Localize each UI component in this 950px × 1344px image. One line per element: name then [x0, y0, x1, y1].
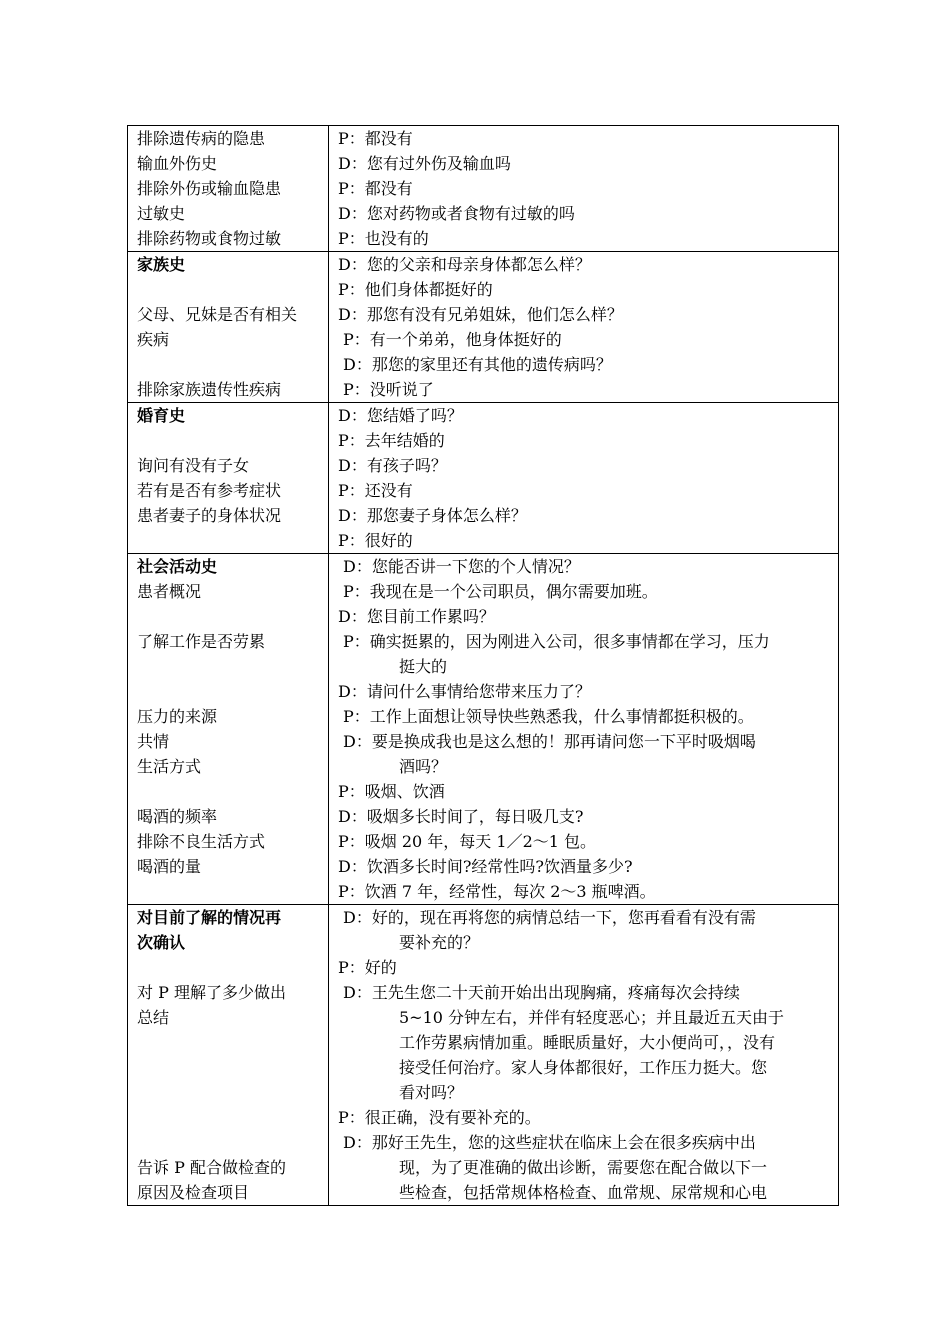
topic-cell [128, 554, 329, 905]
dialogue-line: D：好的，现在再将您的病情总结一下，您再看看有没有需 [343, 908, 756, 927]
dialogue-line: D：您的父亲和母亲身体都怎么样？ [338, 255, 591, 274]
dialogue-line: P：他们身体都挺好的 [338, 280, 493, 299]
topic-line: 排除家族遗传性疾病 [137, 380, 282, 399]
dialogue-line: D：那您妻子身体怎么样？ [338, 506, 527, 525]
topic-line: 生活方式 [137, 757, 202, 776]
topic-line: 排除外伤或输血隐患 [137, 179, 282, 198]
section-heading: 社会活动史 [137, 557, 218, 576]
dialogue-line: 看对吗？ [399, 1083, 464, 1102]
dialogue-line: D：吸烟多长时间了，每日吸几支? [338, 807, 584, 826]
dialogue-line: D：有孩子吗？ [338, 456, 447, 475]
topic-line: 询问有没有子女 [137, 456, 250, 475]
topic-line [128, 1080, 328, 1105]
dialogue-cell [329, 126, 839, 252]
topic-line [128, 1105, 328, 1130]
dialogue-line: P：工作上面想让领导快些熟悉我，什么事情都挺积极的。 [343, 707, 754, 726]
topic-line: 若有是否有参考症状 [137, 481, 282, 500]
dialogue-line: P：也没有的 [338, 229, 429, 248]
dialogue-cell [329, 554, 839, 905]
section-heading: 家族史 [137, 255, 186, 274]
table-row [128, 403, 839, 554]
dialogue-line: 些检查，包括常规体格检查、血常规、尿常规和心电 [399, 1183, 768, 1202]
dialogue-line: D：您结婚了吗？ [338, 406, 463, 425]
topic-line [128, 352, 328, 377]
topic-line [128, 428, 328, 453]
topic-line: 对 P 理解了多少做出 [137, 983, 286, 1002]
dialogue-line: P：都没有 [338, 129, 413, 148]
table-row [128, 126, 839, 252]
dialogue-line: D：那您的家里还有其他的遗传病吗？ [343, 355, 612, 374]
topic-line [128, 528, 328, 553]
topic-line [128, 604, 328, 629]
dialogue-line: D：您能否讲一下您的个人情况？ [343, 557, 580, 576]
topic-line: 患者妻子的身体状况 [137, 506, 282, 525]
topic-line: 了解工作是否劳累 [137, 632, 266, 651]
topic-line [128, 779, 328, 804]
topic-line [128, 955, 328, 980]
topic-line: 输血外伤史 [137, 154, 218, 173]
dialogue-line: D：您有过外伤及输血吗 [338, 154, 511, 173]
section-heading: 婚育史 [137, 406, 186, 425]
dialogue-line: P：我现在是一个公司职员，偶尔需要加班。 [343, 582, 658, 601]
dialogue-line: 挺大的 [399, 657, 448, 676]
topic-line [128, 1055, 328, 1080]
topic-line [128, 679, 328, 704]
section-heading: 次确认 [137, 933, 186, 952]
dialogue-line: P：吸烟 20 年，每天 1／2～1 包。 [338, 832, 597, 851]
dialogue-line: P：确实挺累的，因为刚进入公司，很多事情都在学习，压力 [343, 632, 770, 651]
topic-line: 总结 [137, 1008, 170, 1027]
dialogue-line: P：很正确，没有要补充的。 [338, 1108, 541, 1127]
topic-line: 排除遗传病的隐患 [137, 129, 266, 148]
topic-line: 疾病 [137, 330, 170, 349]
topic-line: 过敏史 [137, 204, 186, 223]
topic-line: 压力的来源 [137, 707, 218, 726]
dialogue-line: 要补充的？ [399, 933, 480, 952]
table-row [128, 252, 839, 403]
dialogue-line: 接受任何治疗。家人身体都很好，工作压力挺大。您 [399, 1058, 768, 1077]
topic-line: 排除不良生活方式 [137, 832, 266, 851]
topic-line: 告诉 P 配合做检查的 [137, 1158, 286, 1177]
dialogue-line: D：那您有没有兄弟姐妹，他们怎么样？ [338, 305, 623, 324]
dialogue-line: P：还没有 [338, 481, 413, 500]
topic-cell [128, 126, 329, 252]
dialogue-line: P：饮酒 7 年，经常性，每次 2～3 瓶啤酒。 [338, 882, 656, 901]
topic-line: 排除药物或食物过敏 [137, 229, 282, 248]
dialogue-line: D：要是换成我也是这么想的！那再请问您一下平时吸烟喝 [343, 732, 756, 751]
topic-cell [128, 905, 329, 1206]
topic-line [128, 277, 328, 302]
dialogue-line: P：很好的 [338, 531, 413, 550]
section-heading: 对目前了解的情况再 [137, 908, 282, 927]
topic-line [128, 879, 328, 904]
topic-line: 患者概况 [137, 582, 202, 601]
dialogue-line: 现，为了更准确的做出诊断，需要您在配合做以下一 [399, 1158, 768, 1177]
topic-line [128, 654, 328, 679]
topic-cell [128, 252, 329, 403]
topic-line: 共情 [137, 732, 170, 751]
topic-cell [128, 403, 329, 554]
dialogue-line: P：吸烟、饮酒 [338, 782, 445, 801]
dialogue-line: 酒吗？ [399, 757, 448, 776]
dialogue-line: D：您对药物或者食物有过敏的吗 [338, 204, 575, 223]
topic-line: 原因及检查项目 [137, 1183, 250, 1202]
topic-line [128, 1030, 328, 1055]
dialogue-line: D：饮酒多长时间?经常性吗?饮酒量多少? [338, 857, 633, 876]
dialogue-line: P：都没有 [338, 179, 413, 198]
dialogue-line: P：去年结婚的 [338, 431, 445, 450]
topic-line [128, 1130, 328, 1155]
dialogue-line: D：请问什么事情给您带来压力了？ [338, 682, 591, 701]
topic-line: 喝酒的量 [137, 857, 202, 876]
consultation-table [127, 125, 839, 1206]
dialogue-line: P：没听说了 [343, 380, 434, 399]
dialogue-line: D：王先生您二十天前开始出出现胸痛，疼痛每次会持续 [343, 983, 740, 1002]
dialogue-cell [329, 403, 839, 554]
dialogue-line: 5~10 分钟左右，并伴有轻度恶心；并且最近五天由于 [399, 1008, 785, 1027]
dialogue-line: D：您目前工作累吗？ [338, 607, 495, 626]
dialogue-cell [329, 252, 839, 403]
table-row [128, 554, 839, 905]
dialogue-line: D：那好王先生，您的这些症状在临床上会在很多疾病中出 [343, 1133, 756, 1152]
dialogue-line: P：有一个弟弟，他身体挺好的 [343, 330, 562, 349]
dialogue-line: 工作劳累病情加重。睡眠质量好，大小便尚可，，没有 [399, 1033, 776, 1052]
dialogue-line: P：好的 [338, 958, 397, 977]
topic-line: 喝酒的频率 [137, 807, 218, 826]
topic-line: 父母、兄妹是否有相关 [137, 305, 298, 324]
table-row [128, 905, 839, 1206]
dialogue-cell [329, 905, 839, 1206]
